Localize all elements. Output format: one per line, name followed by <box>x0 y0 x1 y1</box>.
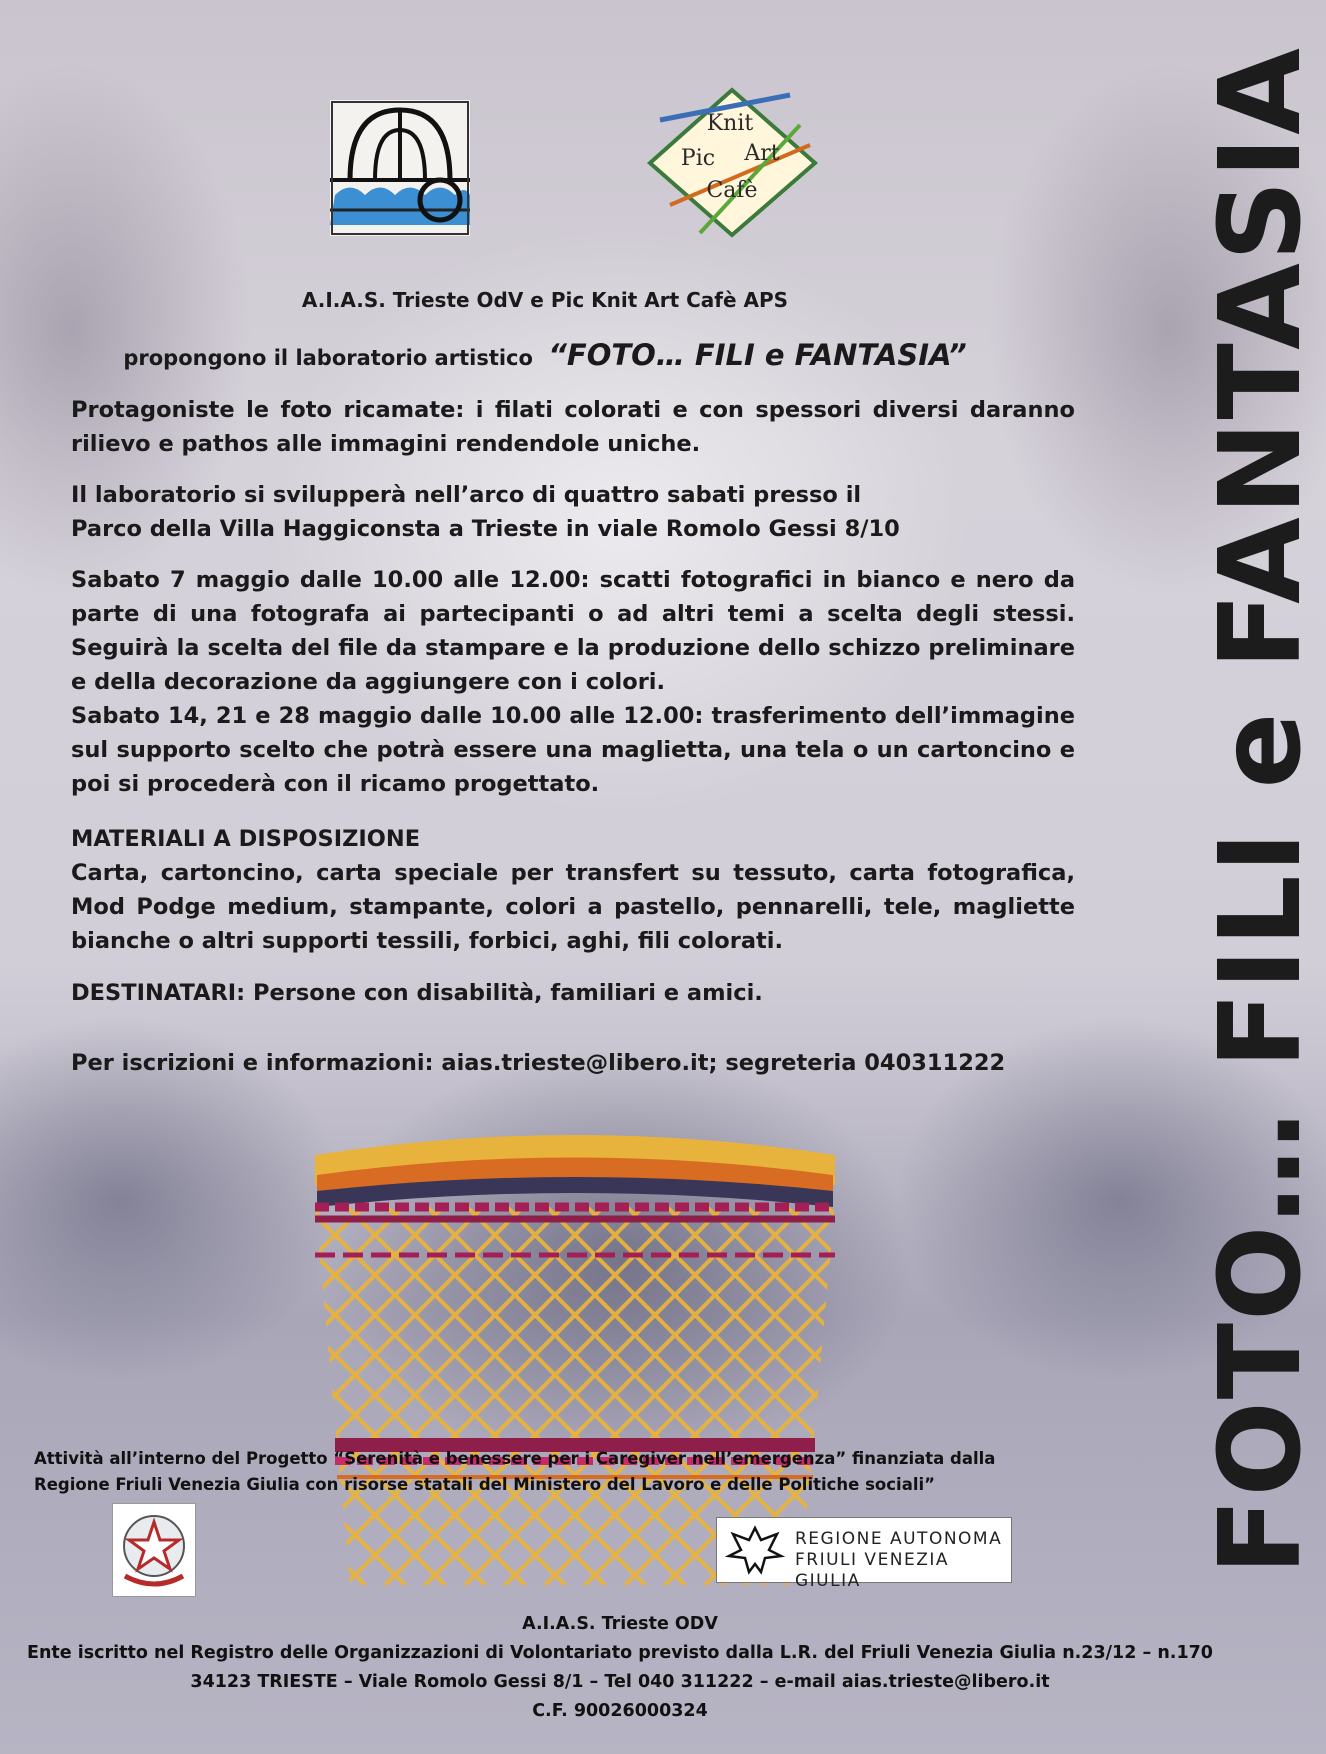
location-line-2: Parco della Villa Haggiconsta a Trieste in viale Romolo Gessi 8/10 <box>71 516 900 542</box>
materials-section <box>71 822 1075 958</box>
contact-text: Per iscrizioni e informazioni: aias.trieste@libero.it; segreteria 040311222 <box>71 1050 1006 1076</box>
footer <box>0 1610 1240 1726</box>
proposal-prefix: propongono il laboratorio artistico <box>123 346 533 370</box>
footer-registry: Ente iscritto nel Registro delle Organizzazioni di Volontariato previsto dalla L.R. del Friuli Venezia Giulia n.23/12 – n.170 <box>27 1643 1213 1663</box>
proposal-line <box>0 338 1090 372</box>
region-line-2: FRIULI VENEZIA GIULIA <box>795 1550 950 1591</box>
workshop-title: “FOTO… FILI e FANTASIA” <box>548 338 967 372</box>
logo-word-art: Art <box>744 141 780 166</box>
schedule-first-saturday: Sabato 7 maggio dalle 10.00 alle 12.00: scatti fotografici in bianco e nero da parte di una fotografa ai partecipanti o ad altri temi a scelta degli stessi. Seguirà la scelta del file da stampare e la produzione dello schizzo preliminare e della decorazione da aggiungere con i colori. <box>71 567 1075 695</box>
project-note-line-1: Attività all’interno del Progetto “Serenità e benessere per i Caregiver nell’emergenza” finanziata dalla <box>34 1449 996 1468</box>
eagle-icon <box>727 1524 783 1576</box>
vertical-title: FOTO… FILI e FANTASIA <box>1196 46 1326 1575</box>
logo-word-pic: Pic <box>680 146 716 171</box>
aias-stained-glass-logo <box>330 100 470 236</box>
logo-word-cafe: Cafè <box>706 178 758 203</box>
project-note-line-2: Regione Friuli Venezia Giulia con risorse statali del Ministero del Lavoro e delle Politiche sociali” <box>34 1475 935 1494</box>
region-line-1: REGIONE AUTONOMA <box>795 1529 1003 1549</box>
footer-address: 34123 TRIESTE – Viale Romolo Gessi 8/1 – Tel 040 311222 – e-mail aias.trieste@libero.it <box>190 1672 1050 1692</box>
organizers-line: A.I.A.S. Trieste OdV e Pic Knit Art Cafè APS <box>301 288 789 312</box>
region-name <box>795 1529 1011 1592</box>
location-line-1: Il laboratorio si svilupperà nell’arco di quattro sabati presso il <box>71 482 862 508</box>
project-funding-note <box>34 1446 1044 1498</box>
repubblica-italiana-emblem <box>112 1503 196 1597</box>
footer-org-name: A.I.A.S. Trieste ODV <box>522 1614 718 1634</box>
recipients-line <box>71 976 1075 1010</box>
intro-paragraph <box>71 393 1075 461</box>
logo-word-knit: Knit <box>706 111 754 136</box>
schedule-other-saturdays: Sabato 14, 21 e 28 maggio dalle 10.00 alle 12.00: trasferimento dell’immagine sul supporto scelto che potrà essere una maglietta, una tela o un cartoncino e poi si procederà con il ricamo progettato. <box>71 703 1075 797</box>
schedule-paragraph <box>71 563 1075 801</box>
materials-title: MATERIALI A DISPOSIZIONE <box>71 826 421 852</box>
region-fvg-logo <box>716 1517 1012 1591</box>
pic-knit-art-cafe-logo <box>640 85 825 240</box>
intro-text: Protagoniste le foto ricamate: i filati colorati e con spessori diversi daranno rilievo e pathos alle immagini rendendole uniche. <box>71 397 1075 457</box>
recipients-text: DESTINATARI: Persone con disabilità, familiari e amici. <box>71 980 763 1006</box>
footer-tax-code: C.F. 90026000324 <box>532 1701 708 1721</box>
location-paragraph <box>71 478 1075 546</box>
contact-line <box>71 1046 1075 1080</box>
materials-list: Carta, cartoncino, carta speciale per transfert su tessuto, carta fotografica, Mod Podge medium, stampante, colori a pastello, pennarelli, tele, magliette bianche o altri supporti tessili, forbici, aghi, fili colorati. <box>71 860 1075 954</box>
